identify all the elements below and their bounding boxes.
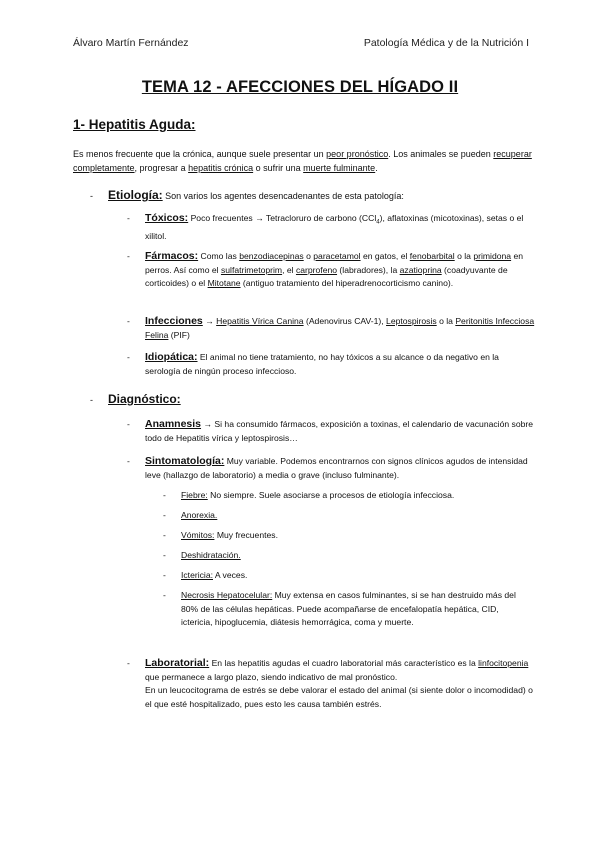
- header-author: Álvaro Martín Fernández: [73, 37, 189, 49]
- section-heading: 1- Hepatitis Aguda:: [73, 117, 196, 132]
- intro-paragraph: Es menos frecuente que la crónica, aunque suele presentar un peor pronóstico. Los animales se pueden recuperar completamente, progresar a hepatitis crónica o sufrir una muerte fulminante.: [73, 149, 532, 173]
- bullet-dash: -: [90, 395, 93, 405]
- header-course: Patología Médica y de la Nutrición I: [363, 37, 529, 49]
- bullet-dash: -: [90, 191, 93, 201]
- page-title: TEMA 12 - AFECCIONES DEL HÍGADO II: [141, 78, 459, 96]
